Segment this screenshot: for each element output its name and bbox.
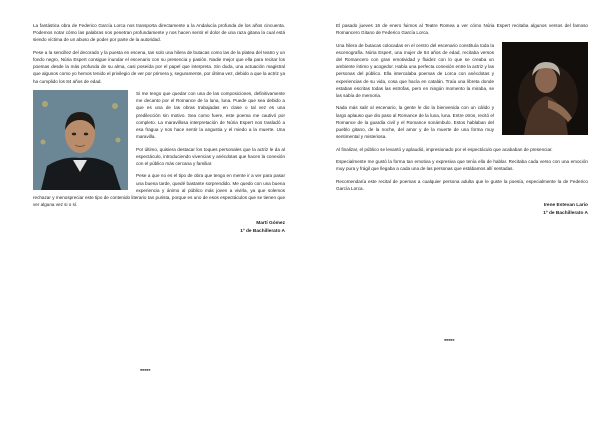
right-article [336, 22, 588, 218]
left-article [33, 22, 285, 236]
left-paragraph-5: Pese a que no es el tipo de obra que tengo en mente ir a ver para pasar una buena tarde, quedé bastante sorprendido. Me quedo con una buena experiencia y ánimo al público más joven a vivirla, ya que solemos rechazar y menospreciar este tipo de contenido literario tan purista, porque es uno de esos espectáculos que se tienen que ver alguna vez si o sí. [33, 173, 285, 208]
left-page-mark: ■■■■■ [140, 368, 151, 372]
right-paragraph-1: El pasado jueves 16 de enero fuimos al Teatre Romea a ver cómo Núria Espert recitaba algunos versos del famoso Romancero Gitano de Federico García Lorca. [336, 23, 588, 36]
right-paragraph-3: Nada más salir al escenario, la gente le dio la bienvenida con un cálido y largo aplauso que dio paso al Romance de la luna, luna. Entre otros, recitó el Romance de la guardia civil y el Romance sonámbulo. Estos hablaban del pueblo gitano, de la noche, del amor y de la muerte de una forma muy sentimental y misteriosa. [336, 105, 494, 140]
right-course: 1º de Bachillerato A [543, 211, 588, 216]
right-author: Irene Estevan Lario [543, 203, 588, 208]
actress-photo [502, 42, 588, 135]
left-paragraph-4: Por último, quisiera destacar los toques personales que la actriz le da al espectáculo, introduciendo vivencias y anécdotas que hacen la conexión con el público más cercana y familiar. [136, 146, 285, 167]
left-course: 1º de Bachillerato A [240, 229, 285, 235]
right-paragraph-2: Una hilera de butacas colocadas en el centro del escenario constituía toda la escenografía. Núria Espert, una mujer de 84 años de edad, recitaba versos del Romancero con gran emotividad y fluidez con lo que se creaba un ambiente íntimo y acogedor. Había una perfecta conexión entre la actriz y las personas del público. Ella intercalaba poemas de Lorca con anécdotas y experiencias de su vida, cosa que hacía en catalán. Traía una libreta donde estaban escritas todas las estrofas, pero en ningún momento la miraba, se las sabía de memoria. [336, 42, 494, 99]
right-paragraph-6: Recomendaría este recital de poemas a cualquier persona adulta que le guste la poesía, especialmente la de Federico García Lorca. [336, 178, 588, 191]
right-page-mark: ■■■■■ [444, 338, 455, 342]
lorca-portrait [33, 90, 128, 190]
left-author: Martí Gómez [256, 221, 285, 227]
right-paragraph-5: Especialmente me gustó la forma tan emotiva y expresiva que tenía ella de hablar. Recitaba cada verso con una emoción muy pura y frágil que llegaba a cada una de las personas que estábamos allí sentadas. [336, 159, 588, 172]
left-paragraph-2: Pese a la sencillez del decorado y la puesta en escena, tan solo una hilera de butacas como las de la platea del teatro y un fondo negro, Núria Espert consigue inundar el escenario con su presencia y pasión. Nadie mejor que ella para recitar los poemas desde la más profunda de su alma, casi poseída por el papel que interpreta. Sin duda, una actuación magistral que algunos como yo hemos tenido el privilegio de ver por primera y, seguramente, por última vez, debido a que la actriz ya ha cumplido los 84 años de edad. [33, 49, 285, 84]
left-paragraph-3: Si me tengo que quedar con una de las composiciones, definitivamente me decanto por el Romance de la luna, luna. Puede que sea debido a que es una de las obras trabajadas en clase o tal vez es una predilección sin motivo. Sea como fuere, este poema me cautivó por completo. La maravillosa interpretación de Núria Espert nos trasladó a esa fragua y nos hace sentir la angustia y el miedo a la muerte. Una maravilla. [136, 91, 285, 140]
right-paragraph-4: Al finalizar, el público se levantó y aplaudió, impresionado por el espectáculo que acababan de presenciar. [336, 146, 553, 152]
left-paragraph-1: La fantástica obra de Federico García Lorca nos transporta directamente a la Andalucía profunda de los años cincuenta. Podemos notar cómo las palabras nos penetran profundamente y nos hacen sentir el dolor de una raza gitana la cual está siendo víctima de un abuso de poder por parte de la autoridad. [33, 23, 285, 43]
